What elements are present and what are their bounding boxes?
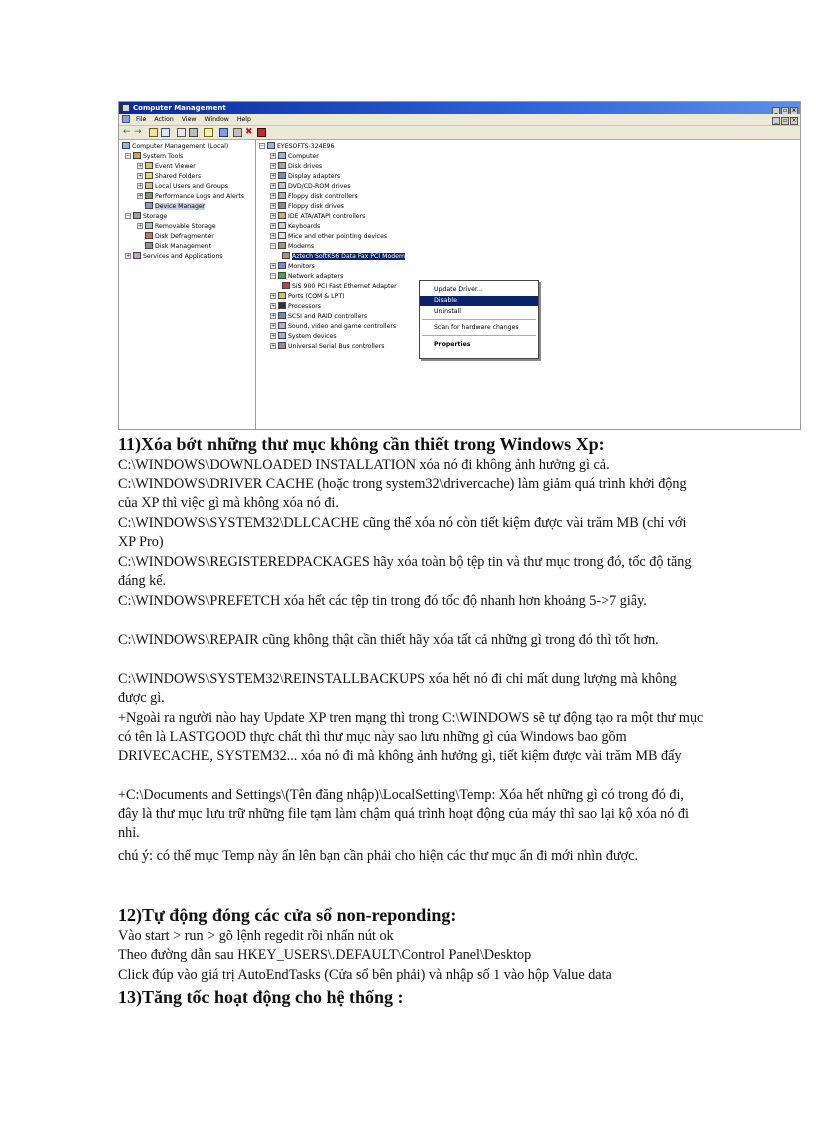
collapse-icon[interactable]: − — [260, 143, 265, 149]
tree-item[interactable]: + Performance Logs and Alerts — [138, 193, 244, 200]
section-13-heading: 13)Tăng tốc hoạt động cho hệ thống : — [118, 987, 404, 1007]
paragraph: Vào start > run > gõ lệnh regedit rồi nhấn nút ok — [118, 928, 394, 944]
tree-item[interactable]: Device Manager — [145, 202, 205, 212]
expand-icon[interactable]: + — [271, 203, 276, 209]
expand-icon[interactable]: + — [271, 233, 276, 239]
expand-icon[interactable]: + — [271, 303, 276, 309]
device-category[interactable]: + Computer — [271, 153, 319, 160]
floppy-drive-icon — [278, 202, 286, 209]
expand-icon[interactable]: + — [271, 293, 276, 299]
context-menu — [419, 280, 539, 359]
disk-management-icon — [145, 242, 153, 249]
device-category[interactable]: + DVD/CD-ROM drives — [271, 183, 351, 190]
device-root[interactable]: − EYESOFTS-324E96 — [260, 143, 335, 150]
child-restore-icon[interactable]: ▫ — [782, 117, 788, 124]
users-icon — [145, 182, 153, 189]
device-item-modem[interactable]: Aztech SoftK56 Data Fax PCI Modem — [282, 252, 405, 262]
expand-icon[interactable]: + — [138, 193, 143, 199]
menu-scan-hardware[interactable]: Scan for hardware changes — [434, 324, 519, 331]
floppy-controller-icon — [278, 192, 286, 199]
scan-hardware-icon[interactable] — [233, 128, 242, 137]
device-category[interactable]: + Mice and other pointing devices — [271, 233, 388, 240]
usb-icon — [278, 342, 286, 349]
ide-icon — [278, 212, 286, 219]
menu-separator — [422, 335, 536, 336]
menu-separator — [422, 319, 536, 320]
expand-icon[interactable]: + — [271, 153, 276, 159]
network-adapter-icon — [282, 282, 290, 289]
expand-icon[interactable]: + — [126, 253, 131, 259]
modem-icon — [278, 242, 286, 249]
up-folder-icon[interactable] — [149, 128, 158, 137]
menubar — [119, 114, 800, 126]
menu-properties[interactable]: Properties — [434, 341, 471, 348]
device-category[interactable]: + IDE ATA/ATAPI controllers — [271, 213, 366, 220]
child-minimize-icon[interactable]: _ — [772, 117, 780, 125]
paragraph: Click đúp vào giá trị AutoEndTasks (Cửa sổ bên phải) và nhập số 1 vào hộp Value data — [118, 967, 612, 983]
paragraph: C:\WINDOWS\REGISTEREDPACKAGES hãy xóa toàn bộ tệp tin và thư mục trong đó, tốc độ tăng đáng kể. — [118, 554, 692, 589]
paragraph: C:\WINDOWS\DOWNLOADED INSTALLATION xóa nó đi không ảnh hưởng gì cả. — [118, 457, 610, 473]
uninstall-icon[interactable]: ✖ — [245, 127, 253, 137]
expand-icon[interactable]: + — [271, 343, 276, 349]
device-category[interactable]: + Floppy disk controllers — [271, 193, 358, 200]
scsi-icon — [278, 312, 286, 319]
system-device-icon — [278, 332, 286, 339]
tree-item[interactable]: − Storage — [126, 213, 168, 220]
device-category[interactable]: − Network adapters — [271, 273, 344, 280]
cdrom-icon — [278, 182, 286, 189]
device-item-network[interactable]: SiS 900 PCI Fast Ethernet Adapter — [282, 282, 397, 292]
device-category[interactable]: + Processors — [271, 303, 322, 310]
network-icon — [278, 272, 286, 279]
tree-item[interactable]: + Shared Folders — [138, 173, 202, 180]
menu-view[interactable]: View — [181, 116, 197, 123]
tree-item[interactable]: + Event Viewer — [138, 163, 196, 170]
expand-icon[interactable]: + — [138, 183, 143, 189]
tree-item[interactable]: + Services and Applications — [126, 253, 223, 260]
section-12-heading: 12)Tự động đóng các cửa sổ non-reponding: — [118, 905, 457, 925]
menu-update-driver[interactable]: Update Driver... — [434, 286, 483, 293]
processor-icon — [278, 302, 286, 309]
device-category[interactable]: + Disk drives — [271, 163, 323, 170]
services-icon — [133, 252, 141, 259]
device-category[interactable]: + Display adapters — [271, 173, 341, 180]
sound-icon — [278, 322, 286, 329]
shared-folders-icon — [145, 172, 153, 179]
restore-icon[interactable]: ▫ — [782, 107, 788, 114]
collapse-icon[interactable]: − — [126, 213, 131, 219]
device-category[interactable]: + Ports (COM & LPT) — [271, 293, 345, 300]
collapse-icon[interactable]: − — [126, 153, 131, 159]
paragraph: C:\WINDOWS\PREFETCH xóa hết các tệp tin trong đó tốc độ nhanh hơn khoảng 5->7 giây. — [118, 593, 647, 609]
monitor-icon — [278, 262, 286, 269]
properties-icon[interactable] — [177, 128, 186, 137]
storage-icon — [133, 212, 141, 219]
menu-help[interactable]: Help — [236, 116, 251, 123]
paragraph: chú ý: có thể mục Temp này ẩn lên bạn cần phải cho hiện các thư mục ẩn đi mới nhìn được. — [118, 848, 639, 864]
expand-icon[interactable]: + — [271, 313, 276, 319]
console-tree — [119, 140, 256, 430]
event-viewer-icon — [145, 162, 153, 169]
computer-icon — [122, 142, 130, 149]
expand-icon[interactable]: + — [138, 163, 143, 169]
device-manager-icon — [145, 202, 153, 209]
expand-icon[interactable]: + — [271, 213, 276, 219]
tree-item[interactable]: − System Tools — [126, 153, 184, 160]
display-icon — [278, 172, 286, 179]
forward-arrow-icon[interactable]: → — [134, 127, 142, 137]
section-11-heading: 11)Xóa bớt những thư mục không cần thiết trong Windows Xp: — [118, 434, 605, 454]
tools-icon — [133, 152, 141, 159]
expand-icon[interactable]: + — [271, 263, 276, 269]
menu-action[interactable]: Action — [154, 116, 174, 123]
menu-uninstall[interactable]: Uninstall — [434, 308, 461, 315]
device-category[interactable]: + SCSI and RAID controllers — [271, 313, 368, 320]
computer-icon — [267, 142, 275, 149]
tree-item[interactable]: Disk Management — [145, 242, 211, 252]
paragraph: C:\WINDOWS\DRIVER CACHE (hoặc trong system32\drivercache) làm giảm quá trình khởi động của XP thì việc gì mà không xóa nó đi. — [118, 476, 687, 511]
collapse-icon[interactable]: − — [271, 273, 276, 279]
defragmenter-icon — [145, 232, 153, 239]
menu-file[interactable]: File — [136, 116, 147, 123]
paragraph: +C:\Documents and Settings\(Tên đăng nhập)\LocalSetting\Temp: Xóa hết những gì có trong đó đi, đây là thư mục lưu trữ những file tạm làm chậm quá trình hoạt động của máy thì sao lại kộ xóa nó đi nhỉ. — [118, 787, 689, 841]
help-icon[interactable] — [204, 128, 213, 137]
modem-icon — [282, 252, 290, 259]
window-titlebar — [119, 102, 800, 114]
device-category[interactable]: + Keyboards — [271, 223, 321, 230]
tree-item[interactable]: Computer Management (Local) — [122, 142, 228, 152]
toolbar — [119, 126, 800, 140]
expand-icon[interactable]: + — [271, 223, 276, 229]
child-close-icon[interactable]: × — [791, 117, 797, 124]
show-tree-icon[interactable] — [161, 128, 170, 137]
expand-icon[interactable]: + — [271, 333, 276, 339]
keyboard-icon — [278, 222, 286, 229]
disk-icon — [278, 162, 286, 169]
paragraph: C:\WINDOWS\SYSTEM32\REINSTALLBACKUPS xóa hết nó đi chỉ mất dung lượng mà không được gì. — [118, 671, 677, 706]
disable-device-icon[interactable] — [257, 128, 266, 137]
tree-item[interactable]: + Local Users and Groups — [138, 183, 228, 190]
port-icon — [278, 292, 286, 299]
mouse-icon — [278, 232, 286, 239]
paragraph: C:\WINDOWS\SYSTEM32\DLLCACHE cũng thế xóa nó còn tiết kiệm được vài trăm MB (chỉ với XP Pro) — [118, 515, 687, 550]
mmc-icon — [122, 115, 130, 123]
removable-storage-icon — [145, 222, 153, 229]
expand-icon[interactable]: + — [138, 173, 143, 179]
device-category[interactable]: + Sound, video and game controllers — [271, 323, 397, 330]
device-category[interactable]: + System devices — [271, 333, 337, 340]
menu-window[interactable]: Window — [204, 116, 229, 123]
window-title: Computer Management — [133, 104, 226, 112]
computer-icon — [278, 152, 286, 159]
device-category[interactable]: − Modems — [271, 243, 315, 250]
paragraph: +Ngoài ra người nào hay Update XP tren mạng thì trong C:\WINDOWS sẽ tự động tạo ra một thư mục có tên là LASTGOOD thực chất thì thư mục này sao lưu những gì của Windows bao gồm DRIVECACHE, SYSTEM32... xóa nó đi mà không ảnh hưởng gì, tiết kiệm được vài trăm MB đấy — [118, 710, 704, 764]
expand-icon[interactable]: + — [271, 323, 276, 329]
expand-icon[interactable]: + — [271, 173, 276, 179]
tree-item[interactable]: + Removable Storage — [138, 223, 216, 230]
expand-icon[interactable]: + — [271, 183, 276, 189]
close-icon[interactable]: × — [791, 107, 797, 114]
performance-icon — [145, 192, 153, 199]
device-category[interactable]: + Monitors — [271, 263, 315, 270]
computer-management-screenshot — [118, 101, 801, 430]
collapse-icon[interactable]: − — [271, 243, 276, 249]
computer-management-icon — [122, 104, 130, 112]
menu-disable[interactable]: Disable — [420, 296, 538, 306]
expand-icon[interactable]: + — [271, 163, 276, 169]
paragraph: C:\WINDOWS\REPAIR cũng không thật cần thiết hãy xóa tất cả những gì trong đó thì tốt hơn. — [118, 632, 659, 648]
paragraph: Theo đường dẫn sau HKEY_USERS\.DEFAULT\Control Panel\Desktop — [118, 947, 532, 963]
expand-icon[interactable]: + — [271, 193, 276, 199]
console-icon[interactable] — [219, 128, 228, 137]
device-category[interactable]: + Universal Serial Bus controllers — [271, 343, 385, 350]
print-icon[interactable] — [189, 128, 198, 137]
device-category[interactable]: + Floppy disk drives — [271, 203, 344, 210]
tree-item[interactable]: Disk Defragmenter — [145, 232, 214, 242]
minimize-icon[interactable]: _ — [772, 107, 780, 115]
back-arrow-icon[interactable]: ← — [123, 127, 131, 137]
expand-icon[interactable]: + — [138, 223, 143, 229]
